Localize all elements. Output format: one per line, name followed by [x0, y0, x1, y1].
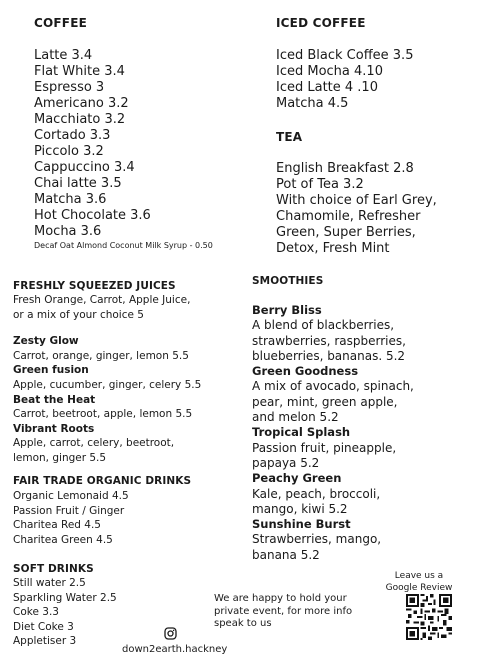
list-item: Iced Black Coffee 3.5: [276, 48, 414, 63]
juices-intro-line: Fresh Orange, Carrot, Apple Juice,: [13, 294, 191, 306]
spacer: [13, 322, 201, 334]
tea-list: [276, 161, 437, 257]
list-item: Mocha 3.6: [34, 224, 102, 239]
smoothie-desc: A blend of blackberries,: [252, 318, 395, 333]
list-item: Still water 2.5: [13, 577, 86, 589]
smoothie-desc: blueberries, bananas. 5.2: [252, 348, 406, 363]
smoothies-list: [252, 303, 414, 563]
list-item: Iced Mocha 4.10: [276, 64, 383, 79]
smoothie-desc: papaya 5.2: [252, 455, 320, 470]
list-item: Pot of Tea 3.2: [276, 177, 364, 192]
list-item: Hot Chocolate 3.6: [34, 208, 151, 223]
list-item: Diet Coke 3: [13, 620, 74, 633]
iced-coffee-list: [276, 48, 413, 112]
smoothie-desc: pear, mint, green apple,: [252, 394, 398, 409]
smoothie-desc: mango, kiwi 5.2: [252, 501, 348, 516]
juice-desc: Carrot, beetroot, apple, lemon 5.5: [13, 408, 193, 421]
review-line: Google Review: [385, 583, 453, 593]
list-item: Chamomile, Refresher: [276, 209, 421, 224]
smoothie-name: Tropical Splash: [252, 425, 351, 440]
list-item: Cappuccino 3.4: [34, 160, 135, 175]
smoothie-desc: strawberries, raspberries,: [252, 333, 406, 348]
event-info-line: We are happy to hold your: [214, 593, 347, 604]
event-info: [214, 593, 352, 631]
organic-heading: FAIR TRADE ORGANIC DRINKS: [13, 475, 192, 487]
list-item: Iced Latte 4 .10: [276, 80, 378, 95]
smoothie-desc: banana 5.2: [252, 547, 320, 562]
list-item: Chai latte 3.5: [34, 176, 122, 191]
list-item: Cortado 3.3: [34, 128, 111, 143]
smoothie-desc: Passion fruit, pineapple,: [252, 440, 397, 455]
smoothie-name: Green Goodness: [252, 364, 359, 379]
soft-list: [13, 576, 117, 649]
list-item: With choice of Earl Grey,: [276, 193, 437, 208]
event-info-line: speak to us: [214, 618, 272, 629]
list-item: Latte 3.4: [34, 48, 93, 63]
juice-name: Green fusion: [13, 364, 89, 377]
iced-coffee-heading: ICED COFFEE: [276, 16, 366, 30]
list-item: Americano 3.2: [34, 96, 129, 111]
list-item: Passion Fruit / Ginger: [13, 504, 125, 517]
juices-intro-line: or a mix of your choice 5: [13, 308, 144, 321]
juice-desc: Carrot, orange, ginger, lemon 5.5: [13, 349, 189, 362]
list-item: Espresso 3: [34, 80, 105, 95]
instagram-handle[interactable]: down2earth.hackney: [122, 644, 228, 655]
coffee-list: [34, 48, 151, 240]
instagram-icon: [164, 625, 177, 638]
juice-desc: lemon, ginger 5.5: [13, 451, 107, 464]
qr-code-icon[interactable]: [406, 594, 452, 644]
review-line: Leave us a: [394, 571, 444, 581]
list-item: Sparkling Water 2.5: [13, 591, 117, 604]
list-item: Appletiser 3: [13, 635, 77, 648]
list-item: Piccolo 3.2: [34, 144, 104, 159]
smoothie-desc: A mix of avocado, spinach,: [252, 379, 414, 394]
list-item: Green, Super Berries,: [276, 225, 416, 240]
smoothie-name: Peachy Green: [252, 471, 342, 486]
smoothie-name: Sunshine Burst: [252, 517, 351, 532]
juice-desc: Apple, cucumber, ginger, celery 5.5: [13, 378, 202, 391]
event-info-line: private event, for more info: [214, 605, 353, 617]
list-item: Macchiato 3.2: [34, 112, 126, 127]
list-item: Detox, Fresh Mint: [276, 241, 390, 256]
smoothie-name: Berry Bliss: [252, 303, 322, 317]
list-item: English Breakfast 2.8: [276, 161, 414, 176]
juice-desc: Apple, carrot, celery, beetroot,: [13, 437, 175, 450]
smoothie-desc: and melon 5.2: [252, 410, 339, 425]
list-item: Matcha 3.6: [34, 192, 107, 207]
list-item: Coke 3.3: [13, 606, 59, 619]
soft-heading: SOFT DRINKS: [13, 563, 94, 575]
list-item: Matcha 4.5: [276, 96, 349, 111]
organic-list: [13, 489, 129, 547]
smoothies-heading: SMOOTHIES: [252, 275, 324, 287]
juice-name: Zesty Glow: [13, 335, 79, 348]
coffee-extras: Decaf Oat Almond Coconut Milk Syrup - 0.50: [34, 241, 213, 250]
smoothie-desc: Strawberries, mango,: [252, 532, 382, 547]
list-item: Flat White 3.4: [34, 64, 125, 79]
tea-heading: TEA: [276, 130, 303, 144]
juice-name: Vibrant Roots: [13, 422, 95, 435]
google-review-label: [376, 570, 462, 594]
coffee-heading: COFFEE: [34, 16, 87, 30]
juice-name: Beat the Heat: [13, 393, 96, 406]
juices-list: [13, 293, 201, 466]
list-item: Charitea Red 4.5: [13, 519, 101, 532]
list-item: Charitea Green 4.5: [13, 533, 113, 546]
list-item: Organic Lemonaid 4.5: [13, 490, 129, 502]
smoothie-desc: Kale, peach, broccoli,: [252, 486, 381, 501]
juices-heading: FRESHLY SQUEEZED JUICES: [13, 280, 176, 292]
